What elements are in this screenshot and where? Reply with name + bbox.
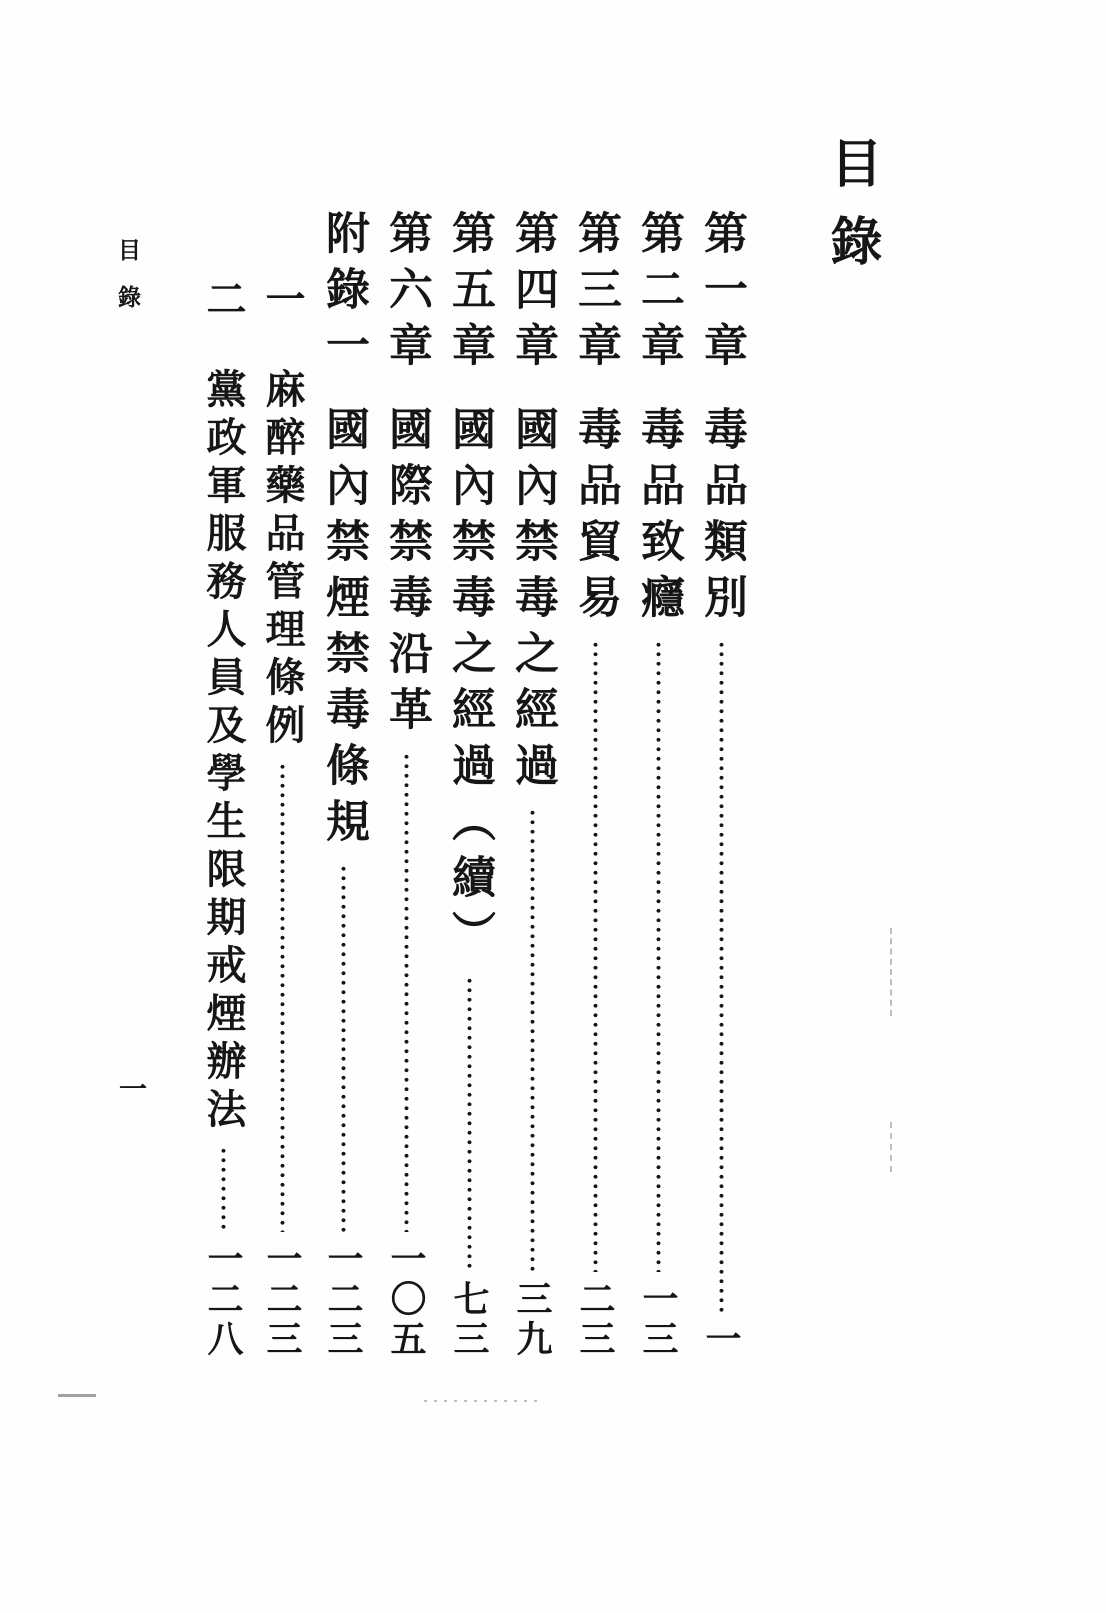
dotted-leader: [280, 762, 285, 1232]
folio-page-number: 一: [115, 1074, 146, 1102]
chapter-page-number: 一三: [638, 1280, 678, 1360]
scan-artifact-vertical-line: [890, 928, 892, 1016]
scan-artifact-vertical-line: [890, 1122, 892, 1172]
chapter-label: 第四章: [508, 210, 557, 378]
chapter-title: 毒品類別: [697, 406, 746, 630]
scan-artifact-dotted-line: [424, 1400, 542, 1402]
item-title: 麻醉藥品管理條例: [260, 368, 305, 752]
dotted-leader: [719, 640, 724, 1312]
appendix-page-number: 一二三: [323, 1240, 363, 1360]
item-number-label: 二: [201, 278, 246, 326]
dotted-leader: [656, 640, 661, 1272]
chapter-label: 第六章: [382, 210, 431, 378]
toc-entry-chapter-2: [634, 210, 683, 1360]
dotted-leader: [593, 640, 598, 1272]
chapter-label: 第三章: [571, 210, 620, 378]
scan-artifact-dash: [58, 1394, 96, 1397]
toc-entry-chapter-4: [508, 210, 557, 1360]
chapter-title: 國際禁毒沿革: [382, 406, 431, 742]
chapter-title: 國內禁毒之經過（續）: [445, 406, 494, 966]
dotted-leader: [530, 808, 535, 1272]
margin-running-header: 目錄: [115, 238, 140, 332]
chapter-page-number: 一: [701, 1320, 741, 1360]
dotted-leader: [467, 976, 472, 1272]
dotted-leader: [341, 864, 346, 1232]
toc-entry-chapter-3: [571, 210, 620, 1360]
chapter-page-number: 二三: [575, 1280, 615, 1360]
chapter-title: 毒品貿易: [571, 406, 620, 630]
toc-entry-appendix-item-1: [260, 210, 305, 1360]
table-of-contents: [163, 210, 746, 1360]
item-number-label: 一: [260, 278, 305, 326]
toc-entry-appendix-1: [319, 210, 368, 1360]
toc-entry-chapter-1: [697, 210, 746, 1360]
toc-entry-chapter-5: [445, 210, 494, 1360]
page-title: 目錄: [822, 136, 879, 292]
appendix-title: 國內禁煙禁毒條規: [319, 406, 368, 854]
appendix-label: 附錄一: [319, 210, 368, 378]
chapter-page-number: 一〇五: [386, 1240, 426, 1360]
toc-entry-appendix-item-2: [201, 210, 246, 1360]
chapter-title: 毒品致癮: [634, 406, 683, 630]
item-title: 黨政軍服務人員及學生限期戒煙辦法: [201, 368, 246, 1136]
chapter-label: 第一章: [697, 210, 746, 378]
chapter-label: 第二章: [634, 210, 683, 378]
item-page-number: 一二八: [203, 1240, 243, 1360]
dotted-leader: [221, 1146, 226, 1232]
toc-entry-chapter-6: [382, 210, 431, 1360]
chapter-title: 國內禁毒之經過: [508, 406, 557, 798]
chapter-page-number: 七三: [449, 1280, 489, 1360]
chapter-page-number: 三九: [512, 1280, 552, 1360]
dotted-leader: [404, 752, 409, 1232]
item-page-number: 一二三: [262, 1240, 302, 1360]
chapter-label: 第五章: [445, 210, 494, 378]
